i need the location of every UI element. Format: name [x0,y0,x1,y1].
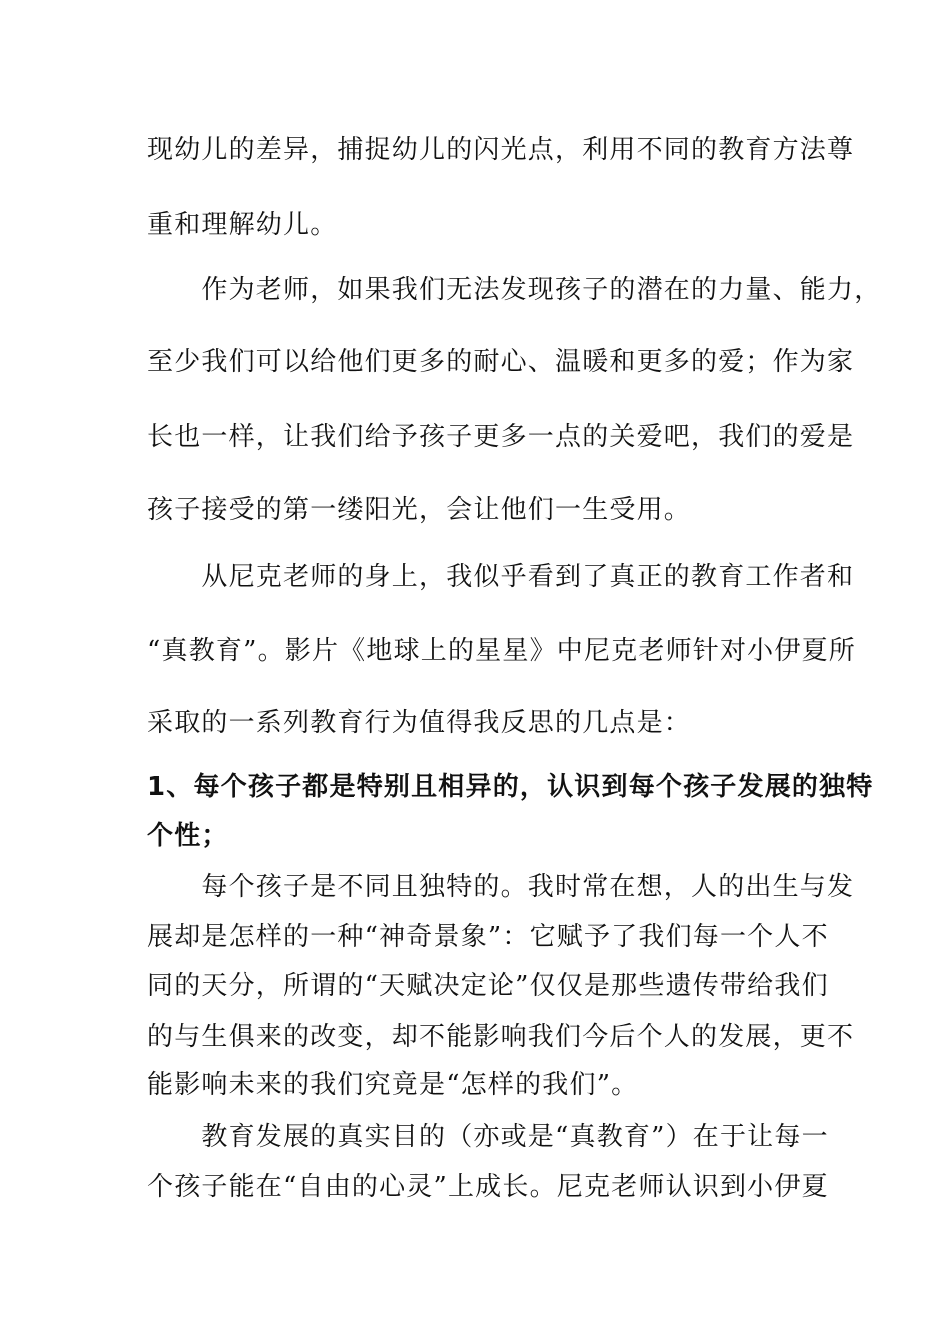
body-text-line: 教育发展的真实目的（亦或是“真教育”）在于让每一 [147,1122,829,1152]
body-text-line: 的与生俱来的改变，却不能影响我们今后个人的发展，更不 [147,1022,855,1052]
body-text-line: 重和理解幼儿。 [147,210,338,240]
body-text-line: 长也一样，让我们给予孩子更多一点的关爱吧，我们的爱是 [147,422,855,452]
body-text-line: 能影响未来的我们究竟是“怎样的我们”。 [147,1070,639,1100]
body-text-line: 至少我们可以给他们更多的耐心、温暖和更多的爱；作为家 [147,347,855,377]
body-text-line: 孩子接受的第一缕阳光，会让他们一生受用。 [147,495,692,525]
section-heading-line: 个性； [147,821,229,851]
body-text-line: 个孩子能在“自由的心灵”上成长。尼克老师认识到小伊夏 [147,1172,829,1202]
section-heading-line: 1、每个孩子都是特别且相异的，认识到每个孩子发展的独特 [147,772,874,802]
body-text-line: 展却是怎样的一种“神奇景象”：它赋予了我们每一个人不 [147,922,829,952]
body-text-line: “真教育”。影片《地球上的星星》中尼克老师针对小伊夏所 [147,636,856,666]
body-text-line: 同的天分，所谓的“天赋决定论”仅仅是那些遗传带给我们 [147,971,829,1001]
body-text-line: 现幼儿的差异，捕捉幼儿的闪光点，利用不同的教育方法尊 [147,135,855,165]
body-text-line: 从尼克老师的身上，我似乎看到了真正的教育工作者和 [147,562,855,592]
body-text-line: 每个孩子是不同且独特的。我时常在想，人的出生与发 [147,872,855,902]
body-text-line: 采取的一系列教育行为值得我反思的几点是： [147,708,692,738]
body-text-line: 作为老师，如果我们无法发现孩子的潜在的力量、能力， [147,275,882,305]
